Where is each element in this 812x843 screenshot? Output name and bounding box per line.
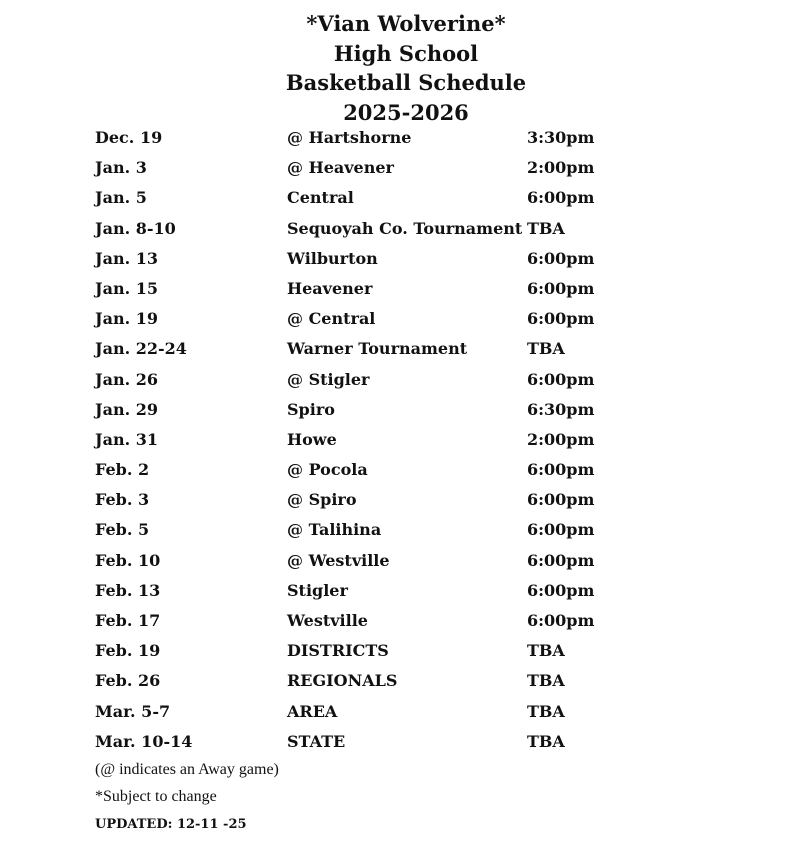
game-opponent: DISTRICTS — [287, 641, 389, 661]
schedule-row — [95, 425, 695, 455]
game-date: Jan. 26 — [95, 369, 158, 389]
schedule-row — [95, 183, 695, 213]
game-time: 3:30pm — [527, 128, 595, 147]
schedule-table — [95, 123, 695, 757]
game-time: 6:00pm — [527, 188, 595, 208]
schedule-row — [95, 365, 695, 395]
game-date: Jan. 29 — [95, 399, 158, 419]
schedule-row — [95, 153, 695, 183]
game-time: TBA — [527, 671, 565, 691]
game-opponent: Central — [287, 188, 354, 208]
game-time: TBA — [527, 701, 565, 721]
game-opponent: Westville — [287, 611, 368, 630]
schedule-row — [95, 727, 695, 757]
game-opponent: @ Stigler — [287, 369, 370, 389]
game-opponent: Sequoyah Co. Tournament — [287, 218, 523, 238]
game-date: Jan. 15 — [95, 278, 158, 298]
game-date: Feb. 26 — [95, 671, 161, 691]
game-opponent: AREA — [287, 701, 338, 721]
game-opponent: @ Spiro — [287, 490, 357, 510]
game-time: 6:30pm — [527, 399, 595, 419]
game-opponent: STATE — [287, 731, 346, 751]
game-date: Feb. 17 — [95, 611, 161, 630]
game-time: 6:00pm — [527, 490, 595, 510]
schedule-row — [95, 395, 695, 425]
game-time: 6:00pm — [527, 611, 595, 630]
game-opponent: @ Talihina — [287, 520, 382, 540]
game-time: TBA — [527, 218, 565, 238]
game-opponent: @ Heavener — [287, 158, 394, 178]
game-date: Feb. 2 — [95, 460, 150, 480]
game-date: Dec. 19 — [95, 128, 163, 147]
schedule-row — [95, 214, 695, 244]
schedule-row — [95, 244, 695, 274]
game-date: Feb. 5 — [95, 520, 150, 540]
game-date: Mar. 10-14 — [95, 731, 193, 751]
title-sport: Basketball Schedule — [285, 70, 527, 95]
game-date: Feb. 19 — [95, 641, 161, 661]
title-school: High School — [333, 40, 479, 66]
away-note: (@ indicates an Away game) — [95, 761, 279, 778]
schedule-row — [95, 123, 695, 153]
game-time: 6:00pm — [527, 580, 595, 600]
schedule-row — [95, 546, 695, 576]
game-opponent: Heavener — [287, 278, 373, 298]
game-time: 6:00pm — [527, 460, 595, 480]
game-time: 6:00pm — [527, 369, 595, 389]
game-opponent: Warner Tournament — [287, 339, 468, 359]
schedule-row — [95, 666, 695, 696]
updated-note: UPDATED: 12-11 -25 — [95, 817, 247, 832]
schedule-row — [95, 636, 695, 666]
game-date: Feb. 10 — [95, 550, 161, 570]
game-date: Jan. 19 — [95, 309, 158, 329]
game-opponent: REGIONALS — [287, 671, 398, 691]
game-opponent: Spiro — [287, 399, 335, 419]
game-time: 6:00pm — [527, 248, 595, 268]
game-date: Mar. 5-7 — [95, 701, 171, 721]
game-date: Feb. 13 — [95, 580, 161, 600]
game-date: Jan. 31 — [95, 429, 158, 449]
schedule-row — [95, 274, 695, 304]
schedule-row — [95, 576, 695, 606]
game-opponent: Wilburton — [287, 248, 378, 268]
schedule-row — [95, 485, 695, 515]
schedule-title — [0, 9, 812, 127]
game-date: Jan. 5 — [95, 188, 147, 208]
game-time: TBA — [527, 641, 565, 661]
title-team: *Vian Wolverine* — [306, 11, 506, 36]
game-date: Jan. 8-10 — [95, 218, 176, 238]
game-opponent: @ Hartshorne — [287, 128, 412, 147]
game-opponent: @ Central — [287, 309, 376, 329]
game-time: 2:00pm — [527, 429, 595, 449]
title-season: 2025-2026 — [343, 99, 469, 125]
game-time: 2:00pm — [527, 158, 595, 178]
schedule-row — [95, 304, 695, 334]
change-note: *Subject to change — [95, 788, 217, 805]
game-date: Jan. 13 — [95, 248, 158, 268]
game-opponent: @ Westville — [287, 550, 390, 570]
schedule-row — [95, 697, 695, 727]
game-date: Jan. 22-24 — [95, 339, 187, 359]
schedule-row — [95, 455, 695, 485]
game-opponent: Stigler — [287, 580, 348, 600]
game-opponent: Howe — [287, 429, 337, 449]
game-time: TBA — [527, 731, 565, 751]
game-date: Jan. 3 — [95, 158, 147, 178]
game-time: 6:00pm — [527, 520, 595, 540]
game-time: 6:00pm — [527, 278, 595, 298]
game-time: TBA — [527, 339, 565, 359]
game-date: Feb. 3 — [95, 490, 150, 510]
game-time: 6:00pm — [527, 550, 595, 570]
schedule-row — [95, 515, 695, 545]
game-opponent: @ Pocola — [287, 460, 368, 480]
game-time: 6:00pm — [527, 309, 595, 329]
schedule-row — [95, 606, 695, 636]
schedule-row — [95, 334, 695, 364]
